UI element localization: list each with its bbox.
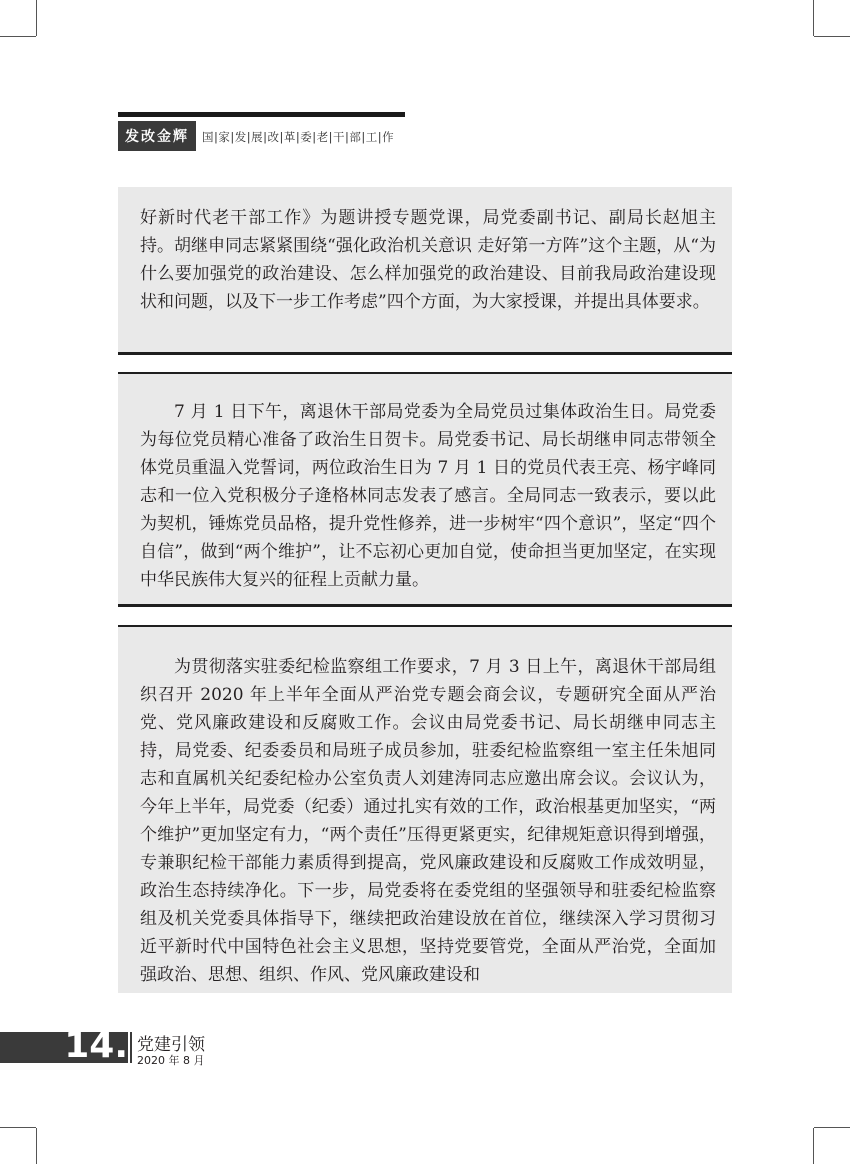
divider: [118, 604, 732, 607]
footer-divider: [130, 1032, 132, 1063]
article-paragraph-3: 为贯彻落实驻委纪检监察组工作要求，7 月 3 日上午，离退休干部局组织召开 2020 年上半年全面从严治党专题会商会议，专题研究全面从严治党、党风廉政建设和反腐败工作。会议由局党委书记、局长胡继申同志主持，局党委、纪委委员和局班子成员参加，驻委纪检监察组一室主任朱旭同志和直属机关纪委纪检办公室负责人刘建涛同志应邀出席会议。会议认为，今年上半年，局党委（纪委）通过扎实有效的工作，政治根基更加坚实，“两个维护”更加坚定有力，“两个责任”压得更紧更实，纪律规矩意识得到增强，专兼职纪检干部能力素质得到提高，党风廉政建设和反腐败工作成效明显，政治生态持续净化。下一步，局党委将在委党组的坚强领导和驻委纪检监察组及机关党委具体指导下，继续把政治建设放在首位，继续深入学习贯彻习近平新时代中国特色社会主义思想，坚持党要管党，全面从严治党，全面加强政治、思想、组织、作风、党风廉政建设和: [140, 657, 716, 985]
crop-mark-top-right: [802, 0, 850, 48]
magazine-logo: 发改金辉: [118, 121, 196, 151]
article-paragraph-1: 好新时代老干部工作》为题讲授专题党课，局党委副书记、副局长赵旭主持。胡继申同志紧紧围绕“强化政治机关意识 走好第一方阵”这个主题，从“为什么要加强党的政治建设、怎么样加强党的政治建设、目前我局政治建设现状和问题，以及下一步工作考虑”四个方面，为大家授课，并提出具体要求。: [140, 208, 716, 312]
section-title: 党建引领: [137, 1035, 205, 1055]
crop-mark-bottom-right: [802, 1116, 850, 1164]
crop-mark-bottom-left: [0, 1116, 48, 1164]
divider: [118, 352, 732, 355]
magazine-subtitle: 国|家|发|展|改|革|委|老|干|部|工|作: [202, 130, 395, 144]
issue-date: 2020 年 8 月: [137, 1054, 205, 1067]
crop-mark-top-left: [0, 0, 48, 48]
article-paragraph-2: 7 月 1 日下午，离退休干部局党委为全局党员过集体政治生日。局党委为每位党员精心准备了政治生日贺卡。局党委书记、局长胡继申同志带领全体党员重温入党誓词，两位政治生日为 7 月 1 日的党员代表王亮、杨宇峰同志和一位入党积极分子逄格林同志发表了感言。全局同志一致表示，要以此为契机，锤炼党员品格，提升党性修养，进一步树牢“四个意识”，坚定“四个自信”，做到“两个维护”，让不忘初心更加自觉，使命担当更加坚定，在实现中华民族伟大复兴的征程上贡献力量。: [140, 402, 716, 590]
header-rule: [118, 112, 405, 117]
page-number: 14.: [64, 1025, 128, 1066]
